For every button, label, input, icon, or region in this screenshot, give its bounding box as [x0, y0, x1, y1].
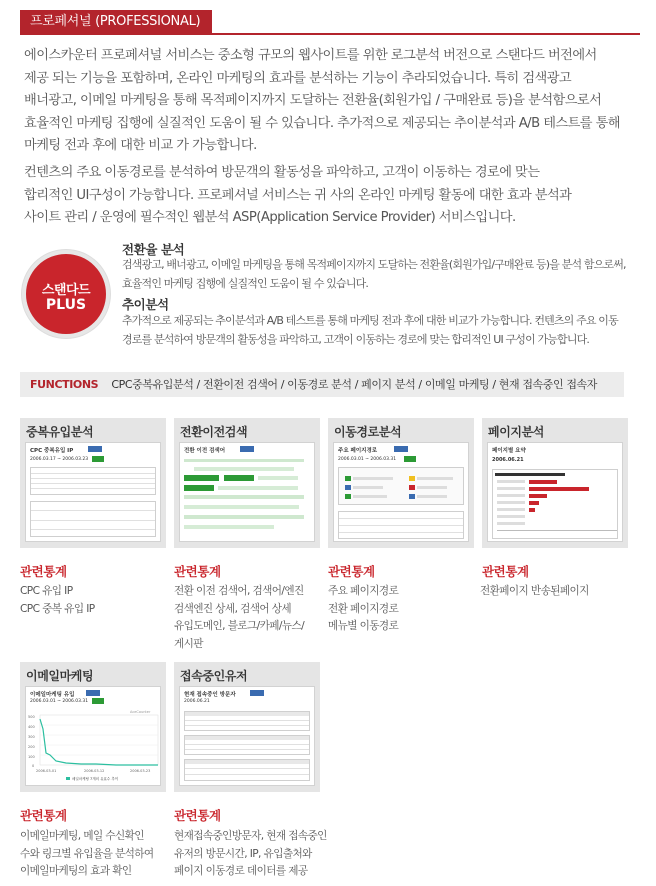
- shot-help-icon: [86, 690, 100, 696]
- shot-help-icon: [240, 446, 254, 452]
- shot-title: 현재 접속중인 방문자: [184, 692, 236, 698]
- card-title: 전환이전검색: [180, 425, 248, 439]
- related-stats-title: 관련통계: [20, 564, 67, 579]
- related-stats-list: [20, 828, 170, 881]
- related-stats-item: 유저의 방문시간, IP, 유입출처와: [174, 847, 312, 860]
- card-title: 접속중인유저: [180, 669, 248, 683]
- card-current-users[interactable]: [174, 662, 320, 792]
- y-tick: 300: [28, 735, 35, 739]
- shot-path-map: [338, 467, 464, 505]
- card-email-marketing[interactable]: [20, 662, 166, 792]
- shot-help-icon: [250, 690, 264, 696]
- y-tick: 0: [32, 764, 35, 768]
- feature-desc-line: 효율적인 마케팅 집행에 실질적인 도움이 될 수 있습니다.: [122, 277, 369, 290]
- intro-line: 효율적인 마케팅 집행에 실질적인 도움이 될 수 있습니다. 추가적으로 제공되는 추이분석과 A/B 테스트를 통해: [24, 115, 620, 131]
- badge-line-2: PLUS: [45, 297, 87, 313]
- card-screenshot: [333, 442, 469, 542]
- shot-tag-cloud: [184, 457, 310, 539]
- feature-desc-trend: [122, 311, 642, 349]
- related-stats-item: CPC 중복 유입 IP: [20, 602, 95, 615]
- feature-desc-line: 추가적으로 제공되는 추이분석과 A/B 테스트를 통해 마케팅 전과 후에 대한 비교가 가능합니다. 컨텐츠의 주요 이동: [122, 314, 618, 327]
- shot-date: 2006.06.21: [492, 457, 524, 463]
- related-stats-list: [174, 828, 344, 881]
- y-tick: 500: [28, 715, 35, 719]
- x-tick: 2006-03-12: [84, 769, 105, 773]
- y-tick: 100: [28, 755, 35, 759]
- shot-bar-chart: [492, 469, 618, 539]
- shot-date: 2006.06.21: [184, 699, 210, 704]
- intro-line: 배너광고, 이메일 마케팅을 통해 목적페이지까지 도달하는 전환율(회원가입 / 구매완료 등)을 분석함으로서: [24, 93, 602, 109]
- shot-search-icon: [404, 456, 416, 462]
- related-stats-title: 관련통계: [482, 564, 529, 579]
- related-stats-item: 페이지 이동경로 데이터를 제공: [174, 865, 308, 877]
- related-stats-item: 전환 이전 검색어, 검색어/엔진: [174, 585, 304, 597]
- card-title: 이메일마케팅: [26, 669, 94, 683]
- card-screenshot: [179, 686, 315, 786]
- shot-help-icon: [88, 446, 102, 452]
- feature-desc-conversion: [122, 255, 642, 293]
- feature-title-conversion: 전환율 분석: [122, 242, 185, 257]
- shot-date: 2006.03.01 ~ 2006.03.31: [338, 457, 397, 462]
- shot-table: [30, 467, 156, 495]
- card-title: 페이지분석: [488, 425, 544, 439]
- intro-line: 마케팅 전과 후에 대한 비교 가 가능합니다.: [24, 138, 257, 154]
- intro-line: 컨텐츠의 주요 이동경로를 분석하여 방문객의 활동성을 파악하고, 고객이 이동하는 경로에 맞는: [24, 165, 540, 180]
- shot-title: 이메일마케팅 유입: [30, 692, 75, 698]
- shot-date: 2006.03.01 ~ 2006.03.31: [30, 699, 89, 704]
- feature-title-trend: 추이분석: [122, 297, 169, 312]
- brand-watermark: AceCounter: [130, 710, 151, 714]
- related-stats-item: 수와 링크별 유입율을 분석하여: [20, 847, 154, 860]
- related-stats-title: 관련통계: [328, 564, 375, 579]
- related-stats-list: [328, 583, 478, 636]
- functions-bar: [20, 372, 624, 397]
- shot-date: 2006.03.17 ~ 2006.03.23: [30, 457, 89, 462]
- shot-search-icon: [92, 456, 104, 462]
- shot-table: [338, 511, 464, 539]
- feature-desc-line: 검색광고, 배너광고, 이메일 마케팅을 통해 목적페이지까지 도달하는 전환율(회원가입/구매완료 등)을 분석 함으로써,: [122, 258, 626, 271]
- related-stats-item: 메뉴별 이동경로: [328, 620, 399, 632]
- related-stats-item: 이메일마케팅, 메일 수신확인: [20, 830, 144, 842]
- related-stats-list: [20, 583, 170, 618]
- y-tick: 200: [28, 745, 35, 749]
- card-page-analysis[interactable]: [482, 418, 628, 548]
- card-duplicate-inflow[interactable]: [20, 418, 166, 548]
- related-stats-title: 관련통계: [174, 808, 221, 823]
- related-stats-item: 유입도메인, 블로그/카페/뉴스/: [174, 620, 305, 632]
- related-stats-item: 이메일마케팅의 효과 확인: [20, 865, 132, 877]
- shot-table: [30, 501, 156, 537]
- related-stats-item: 전환페이지 반송된페이지: [480, 585, 589, 597]
- intro-line: 사이트 관리 / 운영에 필수적인 웹분석 ASP(Application Service Provider) 서비스입니다.: [24, 210, 516, 226]
- shot-table: [184, 711, 310, 731]
- card-title: 중복유입분석: [26, 425, 94, 439]
- card-pre-conversion-search[interactable]: [174, 418, 320, 548]
- title-divider: [20, 33, 640, 35]
- x-tick: 2006-03-01: [36, 769, 57, 773]
- card-title: 이동경로분석: [334, 425, 402, 439]
- related-stats-list: [174, 583, 324, 653]
- shot-title: CPC 중복유입 IP: [30, 448, 74, 454]
- card-screenshot: [25, 442, 161, 542]
- related-stats-list: [480, 583, 650, 601]
- related-stats-title: 관련통계: [174, 564, 221, 579]
- feature-desc-line: 경로를 분석하여 방문객의 활동성을 파악하고, 고객이 이동하는 경로에 맞는 합리적인 UI 구성이 가능합니다.: [122, 333, 590, 346]
- shot-help-icon: [394, 446, 408, 452]
- badge-line-1: 스탠다드: [41, 283, 91, 298]
- related-stats-item: 전환 페이지경로: [328, 602, 399, 615]
- page-title: 프로페셔널 (PROFESSIONAL): [20, 10, 212, 34]
- shot-table: [184, 759, 310, 781]
- related-stats-item: 주요 페이지경로: [328, 585, 399, 597]
- related-stats-item: 현재접속중인방문자, 현재 접속중인: [174, 830, 327, 842]
- related-stats-item: CPC 유입 IP: [20, 585, 73, 597]
- y-tick: 400: [28, 725, 35, 729]
- functions-label: FUNCTIONS: [30, 378, 99, 391]
- intro-paragraph-1: [24, 45, 624, 158]
- shot-title: 전환 이전 검색어: [184, 448, 226, 454]
- card-screenshot: [25, 686, 161, 786]
- x-tick: 2006-03-23: [130, 769, 151, 773]
- shot-table: [184, 735, 310, 755]
- intro-line: 제공 되는 기능을 포함하며, 온라인 마케팅의 효과를 분석하는 기능이 추라되었습니다. 특히 검색광고: [24, 70, 572, 86]
- intro-line: 합리적인 UI구성이 가능합니다. 프로페셔널 서비스는 귀 사의 온라인 마케팅 활동에 대한 효과 분석과: [24, 187, 572, 203]
- functions-list: CPC중복유입분석 / 전환이전 검색어 / 이동경로 분석 / 페이지 분석 / 이메일 마케팅 / 현재 접속중인 접속자: [111, 378, 597, 391]
- legend-label: 메일마케팅 7개의 유효수 추이: [72, 777, 119, 781]
- related-stats-item: 게시판: [174, 637, 203, 650]
- card-screenshot: [179, 442, 315, 542]
- related-stats-title: 관련통계: [20, 808, 67, 823]
- intro-line: 에이스카운터 프로페셔널 서비스는 중소형 규모의 웹사이트를 위한 로그분석 버전으로 스탠다드 버전에서: [24, 48, 597, 63]
- legend-swatch: [66, 777, 70, 780]
- card-navigation-path[interactable]: [328, 418, 474, 548]
- standard-plus-badge: [22, 250, 110, 338]
- intro-paragraph-2: [24, 162, 624, 230]
- related-stats-item: 검색엔진 상세, 검색어 상세: [174, 602, 292, 615]
- email-trend-chart: [26, 709, 161, 786]
- shot-search-icon: [92, 698, 104, 704]
- shot-title: 페이지별 요약: [492, 448, 526, 454]
- shot-title: 주요 페이지경로: [338, 448, 378, 454]
- card-screenshot: [487, 442, 623, 542]
